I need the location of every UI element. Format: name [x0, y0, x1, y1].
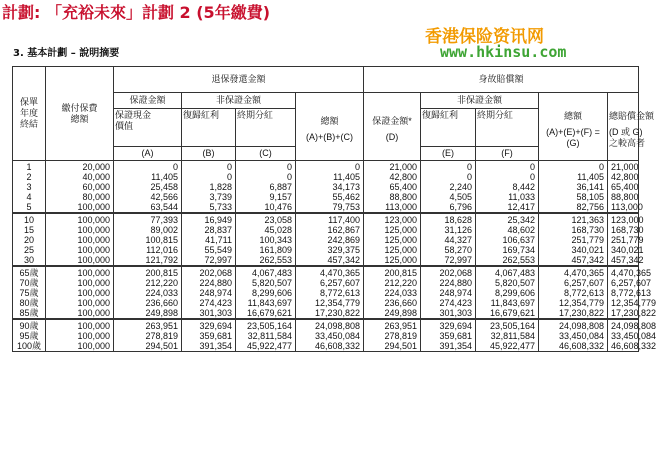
- table-cell: 8,299,606: [236, 288, 296, 298]
- table-row: [13, 288, 639, 298]
- header-guaranteed-cash-value-label: 保證現金 價值: [115, 110, 152, 131]
- table-cell: 106,637: [476, 235, 539, 245]
- table-cell: 0: [114, 161, 182, 173]
- header-terminal-bonus: 終期分紅: [236, 109, 296, 147]
- table-cell: 9,157: [236, 192, 296, 202]
- header-surrender-group: 退保發還金額: [114, 67, 364, 93]
- table-row: [13, 331, 639, 341]
- table-cell: 5,733: [182, 202, 236, 213]
- table-cell: 4,470,365: [296, 266, 364, 278]
- table-row: [13, 225, 639, 235]
- header-guaranteed-death-label: 保證金額*: [372, 116, 412, 126]
- table-cell: 33,450,084: [608, 331, 639, 341]
- table-cell: 16,949: [182, 213, 236, 225]
- table-cell: 58,270: [421, 245, 476, 255]
- table-cell: 16,679,621: [476, 308, 539, 319]
- table-cell: 0: [539, 161, 608, 173]
- table-cell: 24,098,808: [608, 319, 639, 331]
- table-cell: 11,405: [539, 172, 608, 182]
- table-cell: 12,417: [476, 202, 539, 213]
- table-cell: 21,000: [364, 161, 421, 173]
- illustration-table: [12, 66, 656, 352]
- table-cell: 200,815: [114, 266, 182, 278]
- table-cell: 278,819: [114, 331, 182, 341]
- table-cell: 4,505: [421, 192, 476, 202]
- table-cell: 42,566: [114, 192, 182, 202]
- cell-policy-year: 95歲: [13, 331, 46, 341]
- table-cell: 0: [236, 161, 296, 173]
- table-row: [13, 245, 639, 255]
- table-cell: 4,470,365: [608, 266, 639, 278]
- table-row: [13, 278, 639, 288]
- table-cell: 100,343: [236, 235, 296, 245]
- table-cell: 457,342: [539, 255, 608, 266]
- table-cell: 212,220: [364, 278, 421, 288]
- table-cell: 112,016: [114, 245, 182, 255]
- header-guaranteed: 保證金額: [114, 93, 182, 109]
- table-cell: 0: [182, 172, 236, 182]
- table-cell: 45,922,477: [476, 341, 539, 352]
- table-cell: 4,067,483: [476, 266, 539, 278]
- header-dg: (D 或 G): [609, 126, 643, 137]
- table-cell: 8,772,613: [296, 288, 364, 298]
- table-cell: 23,505,164: [476, 319, 539, 331]
- table-cell: 5,820,507: [236, 278, 296, 288]
- table-cell: 262,553: [236, 255, 296, 266]
- table-row: [13, 341, 639, 352]
- table-cell: 100,000: [46, 255, 114, 266]
- table-cell: 125,000: [364, 245, 421, 255]
- cell-policy-year: 20: [13, 235, 46, 245]
- table-cell: 249,898: [114, 308, 182, 319]
- table-row: [13, 319, 639, 331]
- table-cell: 4,470,365: [539, 266, 608, 278]
- header-guaranteed-cash-value: [114, 109, 182, 147]
- table-cell: 457,342: [608, 255, 639, 266]
- table-cell: 82,756: [539, 202, 608, 213]
- header-b: (B): [182, 147, 236, 161]
- header-e: (E): [421, 147, 476, 161]
- table-cell: 80,000: [46, 192, 114, 202]
- section-title: 3. 基本計劃 – 說明摘要: [13, 48, 120, 59]
- table-cell: 60,000: [46, 182, 114, 192]
- table-cell: 31,126: [421, 225, 476, 235]
- table-cell: 72,997: [182, 255, 236, 266]
- table-cell: 79,753: [296, 202, 364, 213]
- table-cell: 44,327: [421, 235, 476, 245]
- cell-policy-year: 3: [13, 182, 46, 192]
- table-cell: 224,880: [182, 278, 236, 288]
- table-row: [13, 298, 639, 308]
- table-cell: 100,000: [46, 298, 114, 308]
- table-cell: 33,450,084: [296, 331, 364, 341]
- cell-policy-year: 100歲: [13, 341, 46, 352]
- table-cell: 121,363: [539, 213, 608, 225]
- header-total-premium-label: 繳付保費 總額: [61, 102, 98, 124]
- table-cell: 248,974: [421, 288, 476, 298]
- page-title: 計劃: 「充裕未來」計劃 2 (5年繳費): [2, 3, 271, 22]
- table-cell: 391,354: [182, 341, 236, 352]
- table-cell: 113,000: [608, 202, 639, 213]
- table-cell: 0: [476, 172, 539, 182]
- cell-policy-year: 65歲: [13, 266, 46, 278]
- table-cell: 125,000: [364, 255, 421, 266]
- table-cell: 117,400: [296, 213, 364, 225]
- table-row: [13, 213, 639, 225]
- table-cell: 24,098,808: [296, 319, 364, 331]
- cell-policy-year: 25: [13, 245, 46, 255]
- table-cell: 23,058: [236, 213, 296, 225]
- table-cell: 12,354,779: [608, 298, 639, 308]
- table-cell: 65,400: [608, 182, 639, 192]
- table-cell: 11,843,697: [476, 298, 539, 308]
- table-cell: 18,628: [421, 213, 476, 225]
- table-cell: 0: [296, 161, 364, 173]
- table-cell: 0: [182, 161, 236, 173]
- table-cell: 224,033: [364, 288, 421, 298]
- table-cell: 212,220: [114, 278, 182, 288]
- table-cell: 11,405: [296, 172, 364, 182]
- table-cell: 249,898: [364, 308, 421, 319]
- table-cell: 20,000: [46, 161, 114, 173]
- table-group-1: [13, 161, 643, 214]
- table-cell: 46,608,332: [539, 341, 608, 352]
- table-cell: 121,792: [114, 255, 182, 266]
- table-cell: 48,602: [476, 225, 539, 235]
- table-cell: 100,000: [46, 235, 114, 245]
- table-cell: 10,476: [236, 202, 296, 213]
- table-cell: 36,141: [539, 182, 608, 192]
- table-cell: 40,000: [46, 172, 114, 182]
- table-cell: 46,608,332: [608, 341, 639, 352]
- table-cell: 100,000: [46, 331, 114, 341]
- table-cell: 8,772,613: [539, 288, 608, 298]
- table-cell: 25,342: [476, 213, 539, 225]
- cell-policy-year: 90歲: [13, 319, 46, 331]
- table-cell: 6,257,607: [608, 278, 639, 288]
- table-row: [13, 266, 639, 278]
- table-cell: 202,068: [421, 266, 476, 278]
- header-total-surrender: [296, 93, 364, 161]
- table-cell: 224,033: [114, 288, 182, 298]
- table-cell: 100,000: [46, 308, 114, 319]
- table-cell: 168,730: [608, 225, 639, 235]
- table-cell: 100,000: [46, 245, 114, 255]
- header-total-death-label: 總額: [564, 110, 583, 121]
- table-cell: 88,800: [608, 192, 639, 202]
- header-policy-year-label: 保單 年度 終結: [19, 97, 38, 129]
- table-cell: 100,000: [46, 202, 114, 213]
- header-total-death: [539, 93, 608, 161]
- table-cell: 251,779: [608, 235, 639, 245]
- table-cell: 242,869: [296, 235, 364, 245]
- header-c: (C): [236, 147, 296, 161]
- table-row: [13, 182, 639, 192]
- cell-policy-year: 2: [13, 172, 46, 182]
- table-cell: 55,462: [296, 192, 364, 202]
- table-cell: 45,922,477: [236, 341, 296, 352]
- table-cell: 23,505,164: [236, 319, 296, 331]
- table-cell: 202,068: [182, 266, 236, 278]
- header-non-guaranteed: 非保證金額: [182, 93, 296, 109]
- table-cell: 12,354,779: [296, 298, 364, 308]
- header-total-premium: [46, 67, 114, 161]
- table-row: [13, 172, 639, 182]
- table-group-4: [13, 319, 656, 352]
- table-cell: 58,105: [539, 192, 608, 202]
- cell-policy-year: 1: [13, 161, 46, 173]
- table-cell: 6,887: [236, 182, 296, 192]
- header-total-surrender-label: 總額: [320, 116, 339, 126]
- table-cell: 16,679,621: [236, 308, 296, 319]
- table-cell: 6,796: [421, 202, 476, 213]
- table-cell: 1,828: [182, 182, 236, 192]
- header-g: (G): [566, 137, 580, 148]
- table-cell: 4,067,483: [236, 266, 296, 278]
- cell-policy-year: 10: [13, 213, 46, 225]
- table-cell: 100,000: [46, 288, 114, 298]
- table-cell: 340,021: [608, 245, 639, 255]
- cell-policy-year: 85歲: [13, 308, 46, 319]
- cell-policy-year: 4: [13, 192, 46, 202]
- table-cell: 100,815: [114, 235, 182, 245]
- table-cell: 11,405: [114, 172, 182, 182]
- table-group-3: [13, 266, 656, 319]
- table-cell: 294,501: [364, 341, 421, 352]
- cell-policy-year: 30: [13, 255, 46, 266]
- header-total-death-amount-label: 總賠償金額: [609, 110, 655, 121]
- table-cell: 88,800: [364, 192, 421, 202]
- table-cell: 41,711: [182, 235, 236, 245]
- watermark-url: www.hkinsu.com: [440, 43, 567, 61]
- cell-policy-year: 80歲: [13, 298, 46, 308]
- table-cell: 274,423: [421, 298, 476, 308]
- table-cell: 100,000: [46, 225, 114, 235]
- table-cell: 63,544: [114, 202, 182, 213]
- table-cell: 25,458: [114, 182, 182, 192]
- table-cell: 8,442: [476, 182, 539, 192]
- table-cell: 224,880: [421, 278, 476, 288]
- header-dg-note: 之較高者: [609, 137, 646, 148]
- table-row: [13, 235, 639, 245]
- table-cell: 236,660: [364, 298, 421, 308]
- table-cell: 340,021: [539, 245, 608, 255]
- table-cell: 169,734: [476, 245, 539, 255]
- table-cell: 329,694: [421, 319, 476, 331]
- table-row: [13, 308, 639, 319]
- table-cell: 161,809: [236, 245, 296, 255]
- header-policy-year: [13, 67, 46, 161]
- table-cell: 123,000: [608, 213, 639, 225]
- header-death-group: 身故賠償額: [364, 67, 639, 93]
- table-cell: 11,033: [476, 192, 539, 202]
- table-cell: 113,000: [364, 202, 421, 213]
- table-cell: 263,951: [114, 319, 182, 331]
- table-cell: 123,000: [364, 213, 421, 225]
- table-group-2: [13, 213, 644, 266]
- table-cell: 12,354,779: [539, 298, 608, 308]
- table-cell: 11,843,697: [236, 298, 296, 308]
- table-cell: 278,819: [364, 331, 421, 341]
- header-d: (D): [385, 132, 399, 142]
- table-cell: 125,000: [364, 225, 421, 235]
- header-non-guaranteed-death: 非保證金額: [421, 93, 539, 109]
- table-cell: 262,553: [476, 255, 539, 266]
- cell-policy-year: 5: [13, 202, 46, 213]
- table-cell: 248,974: [182, 288, 236, 298]
- table-cell: 168,730: [539, 225, 608, 235]
- table-cell: 77,393: [114, 213, 182, 225]
- table-cell: 100,000: [46, 341, 114, 352]
- header-abc: (A)+(B)+(C): [306, 132, 353, 142]
- table-cell: 8,299,606: [476, 288, 539, 298]
- table-cell: 274,423: [182, 298, 236, 308]
- header-g-formula: (A)+(E)+(F) =: [546, 126, 600, 137]
- table-cell: 72,997: [421, 255, 476, 266]
- table-cell: 6,257,607: [539, 278, 608, 288]
- table-cell: 457,342: [296, 255, 364, 266]
- table-cell: 100,000: [46, 213, 114, 225]
- table-cell: 125,000: [364, 235, 421, 245]
- table-cell: 89,002: [114, 225, 182, 235]
- table-cell: 8,772,613: [608, 288, 639, 298]
- table-cell: 162,867: [296, 225, 364, 235]
- table-cell: 236,660: [114, 298, 182, 308]
- table-cell: 17,230,822: [608, 308, 639, 319]
- table-cell: 5,820,507: [476, 278, 539, 288]
- table-cell: 55,549: [182, 245, 236, 255]
- header-reversionary-bonus: 復歸紅利: [182, 109, 236, 147]
- table-cell: 21,000: [608, 161, 639, 173]
- table-cell: 359,681: [421, 331, 476, 341]
- table-cell: 2,240: [421, 182, 476, 192]
- table-cell: 100,000: [46, 319, 114, 331]
- cell-policy-year: 75歲: [13, 288, 46, 298]
- header-a: (A): [114, 147, 182, 161]
- table-cell: 251,779: [539, 235, 608, 245]
- header-terminal-bonus-death: 終期分紅: [476, 109, 539, 147]
- table-cell: 45,028: [236, 225, 296, 235]
- table-cell: 263,951: [364, 319, 421, 331]
- cell-policy-year: 70歲: [13, 278, 46, 288]
- header-total-death-amount: [608, 93, 655, 161]
- header-f: (F): [476, 147, 539, 161]
- table-cell: 3,739: [182, 192, 236, 202]
- table-cell: 0: [421, 161, 476, 173]
- table-cell: 200,815: [364, 266, 421, 278]
- table-cell: 0: [476, 161, 539, 173]
- watermark-site-name: 香港保险资讯网: [425, 27, 544, 47]
- table-row: [13, 161, 639, 173]
- table-row: [13, 192, 639, 202]
- table-cell: 391,354: [421, 341, 476, 352]
- table-cell: 301,303: [421, 308, 476, 319]
- table-row: [13, 255, 639, 266]
- table-cell: 100,000: [46, 278, 114, 288]
- table-cell: 359,681: [182, 331, 236, 341]
- table-cell: 0: [421, 172, 476, 182]
- table-cell: 24,098,808: [539, 319, 608, 331]
- table-cell: 32,811,584: [476, 331, 539, 341]
- header-guaranteed-death: [364, 93, 421, 161]
- table-cell: 42,800: [364, 172, 421, 182]
- table-cell: 301,303: [182, 308, 236, 319]
- table-cell: 46,608,332: [296, 341, 364, 352]
- table-cell: 32,811,584: [236, 331, 296, 341]
- table-cell: 34,173: [296, 182, 364, 192]
- header-reversionary-bonus-death: 復歸紅利: [421, 109, 476, 147]
- table-cell: 329,694: [182, 319, 236, 331]
- table-cell: 42,800: [608, 172, 639, 182]
- table-cell: 0: [236, 172, 296, 182]
- table-cell: 33,450,084: [539, 331, 608, 341]
- table-cell: 28,837: [182, 225, 236, 235]
- table-cell: 329,375: [296, 245, 364, 255]
- table-cell: 100,000: [46, 266, 114, 278]
- table-cell: 294,501: [114, 341, 182, 352]
- table-cell: 6,257,607: [296, 278, 364, 288]
- table-cell: 65,400: [364, 182, 421, 192]
- table-row: [13, 202, 639, 213]
- table-cell: 17,230,822: [296, 308, 364, 319]
- cell-policy-year: 15: [13, 225, 46, 235]
- table-cell: 17,230,822: [539, 308, 608, 319]
